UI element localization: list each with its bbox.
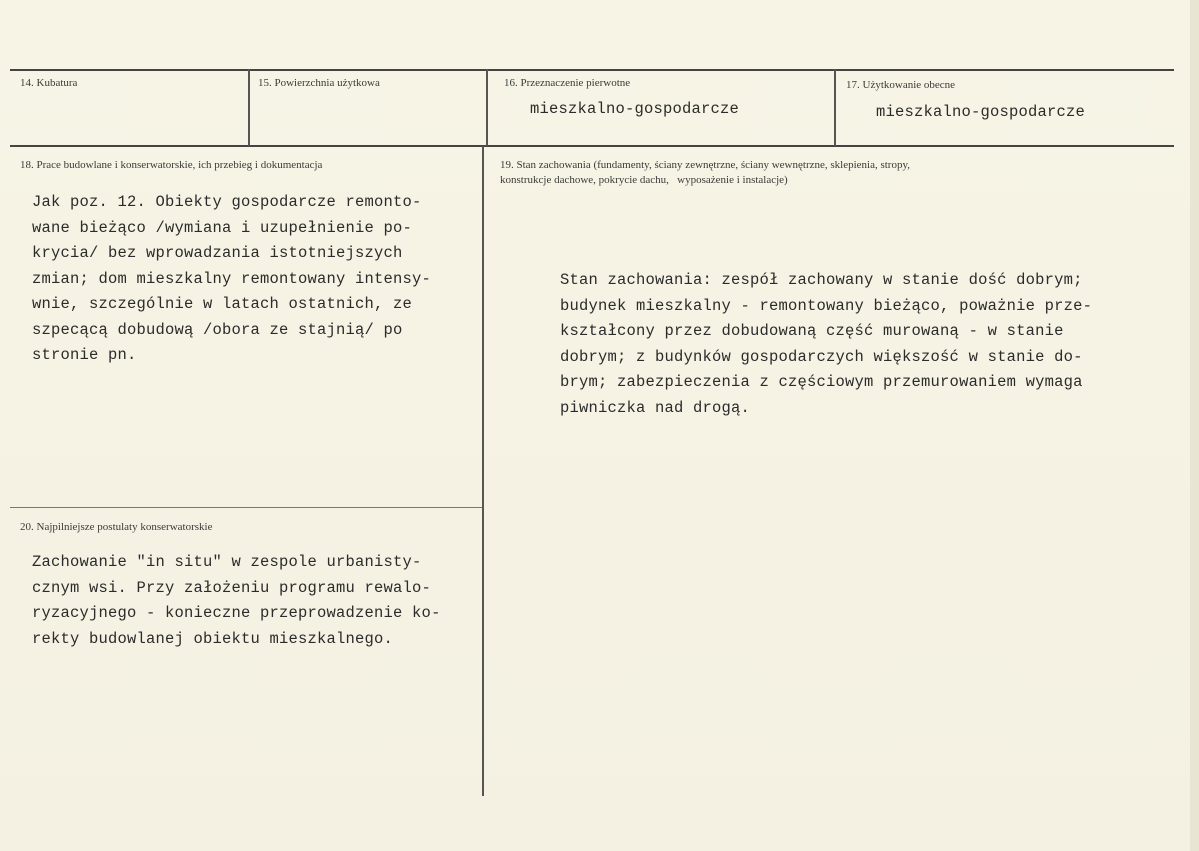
text-line: wnie, szczególnie w latach ostatnich, ze bbox=[32, 295, 413, 313]
text-line: szpecącą dobudową /obora ze stajnią/ po bbox=[32, 320, 403, 339]
text-line: Zachowanie "in situ" w zespole urbanisty- bbox=[32, 553, 422, 571]
stan-text bbox=[560, 268, 1092, 421]
top-rule bbox=[10, 69, 1174, 71]
uzytkowanie-label: 17. Użytkowanie obecne bbox=[846, 79, 956, 91]
divider-16-17 bbox=[834, 69, 836, 146]
prace-label: 18. Prace budowlane i konserwatorskie, ich przebieg i dokumentacja bbox=[20, 159, 323, 171]
divider-15-16 bbox=[486, 69, 488, 146]
uzytkowanie-value: mieszkalno-gospodarcze bbox=[876, 103, 1086, 121]
divider-14-15 bbox=[248, 69, 250, 146]
text-line: budynek mieszkalny - remontowany bieżąco, poważnie prze- bbox=[560, 296, 1093, 315]
text-line: piwniczka nad drogą. bbox=[560, 398, 751, 417]
postulaty-text bbox=[32, 550, 441, 652]
text-line: kształcony przez dobudowaną część murowaną - w stanie bbox=[560, 322, 1064, 340]
powierzchnia-label: 15. Powierzchnia użytkowa bbox=[258, 77, 380, 89]
box18-bottom-rule bbox=[10, 507, 484, 508]
text-line: cznym wsi. Przy założeniu programu rewalo- bbox=[32, 578, 432, 597]
kubatura-label: 14. Kubatura bbox=[20, 77, 78, 89]
text-line: Stan zachowania: zespół zachowany w stanie dość dobrym; bbox=[560, 271, 1083, 289]
text-line: dobrym; z budynków gospodarczych większość w stanie do- bbox=[560, 347, 1083, 366]
text-line: zmian; dom mieszkalny remontowany intensy- bbox=[32, 269, 432, 288]
text-line: rekty budowlanej obiektu mieszkalnego. bbox=[32, 629, 394, 648]
divider-left-right bbox=[482, 146, 484, 796]
stan-label-line1: 19. Stan zachowania (fundamenty, ściany zewnętrzne, ściany wewnętrzne, sklepienia, stropy, bbox=[500, 159, 911, 171]
przeznaczenie-label: 16. Przeznaczenie pierwotne bbox=[504, 77, 631, 89]
stan-label-line2: konstrukcje dachowe, pokrycie dachu, wyposażenie i instalacje) bbox=[500, 174, 788, 186]
text-line: Jak poz. 12. Obiekty gospodarcze remonto- bbox=[32, 193, 422, 211]
postulaty-label: 20. Najpilniejsze postulaty konserwatorskie bbox=[20, 521, 213, 533]
prace-text bbox=[32, 190, 431, 369]
przeznaczenie-value: mieszkalno-gospodarcze bbox=[530, 100, 740, 118]
text-line: krycia/ bez wprowadzania istotniejszych bbox=[32, 244, 403, 262]
text-line: wane bieżąco /wymiana i uzupełnienie po- bbox=[32, 218, 413, 237]
text-line: ryzacyjnego - konieczne przeprowadzenie ko- bbox=[32, 604, 441, 622]
row1-bottom-rule bbox=[10, 145, 1174, 147]
text-line: stronie pn. bbox=[32, 346, 137, 364]
card-edge bbox=[1190, 0, 1199, 851]
text-line: brym; zabezpieczenia z częściowym przemurowaniem wymaga bbox=[560, 373, 1083, 391]
